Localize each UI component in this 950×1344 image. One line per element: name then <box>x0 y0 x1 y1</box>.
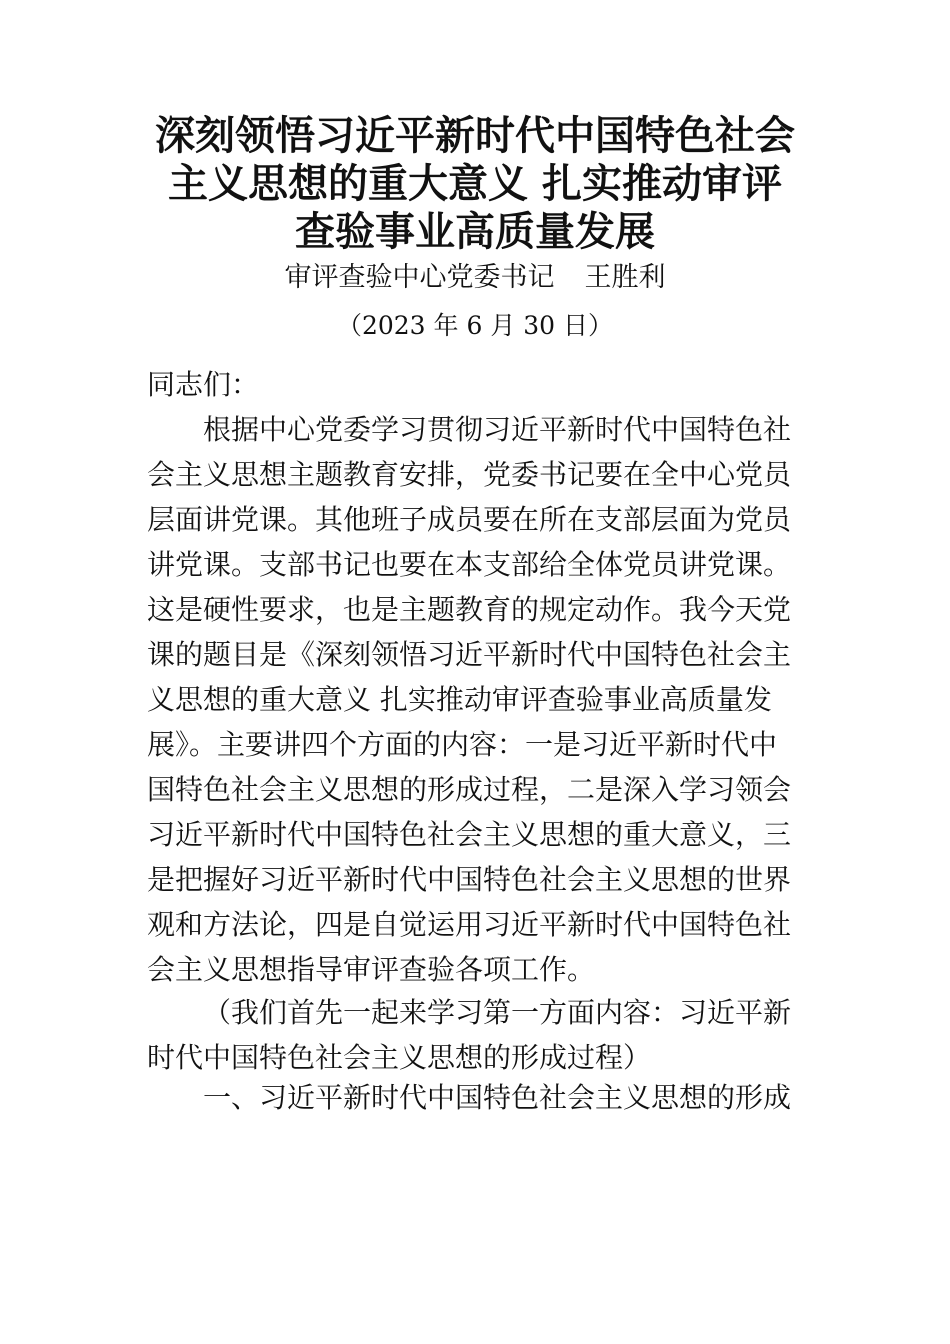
title-line: 主义思想的重大意义 扎实推动审评 <box>168 161 782 207</box>
paragraph-line: 根据中心党委学习贯彻习近平新时代中国特色社 <box>203 413 792 446</box>
author-line <box>0 258 950 298</box>
document-title <box>120 112 830 256</box>
paragraph-intro <box>147 407 807 992</box>
section-heading <box>147 1075 807 1120</box>
paragraph-line: 观和方法论，四是自觉运用习近平新时代中国特色社 <box>147 908 792 941</box>
title-line: 查验事业高质量发展 <box>295 209 655 255</box>
paragraph-line: 是把握好习近平新时代中国特色社会主义思想的世界 <box>147 863 792 896</box>
paragraph-line: 义思想的重大意义 扎实推动审评查验事业高质量发 <box>147 683 772 716</box>
speech-date: （2023 年 6 月 30 日） <box>336 311 614 340</box>
paragraph-line: 会主义思想主题教育安排，党委书记要在全中心党员 <box>147 458 792 491</box>
paragraph-line: 展》。主要讲四个方面的内容：一是习近平新时代中 <box>147 728 778 761</box>
paragraph-line: 会主义思想指导审评查验各项工作。 <box>147 953 596 986</box>
paragraph-line: 课的题目是《深刻领悟习近平新时代中国特色社会主 <box>147 638 792 671</box>
author-name: 王胜利 <box>584 262 666 293</box>
title-line: 深刻领悟习近平新时代中国特色社会 <box>155 113 795 159</box>
paragraph-line: 讲党课。支部书记也要在本支部给全体党员讲党课。 <box>147 548 792 581</box>
paragraph-line: 这是硬性要求，也是主题教育的规定动作。我今天党 <box>147 593 792 626</box>
paragraph-line: 国特色社会主义思想的形成过程，二是深入学习领会 <box>147 773 792 806</box>
paragraph-transition <box>147 990 807 1080</box>
paragraph-line: （我们首先一起来学习第一方面内容：习近平新 <box>203 996 792 1029</box>
author-role: 审评查验中心党委书记 <box>284 262 555 293</box>
paragraph-line: 习近平新时代中国特色社会主义思想的重大意义，三 <box>147 818 792 851</box>
salutation: 同志们： <box>147 368 260 401</box>
paragraph-line: 层面讲党课。其他班子成员要在所在支部层面为党员 <box>147 503 792 536</box>
paragraph-line: 一、习近平新时代中国特色社会主义思想的形成 <box>203 1081 792 1114</box>
paragraph-line: 时代中国特色社会主义思想的形成过程） <box>147 1041 652 1074</box>
